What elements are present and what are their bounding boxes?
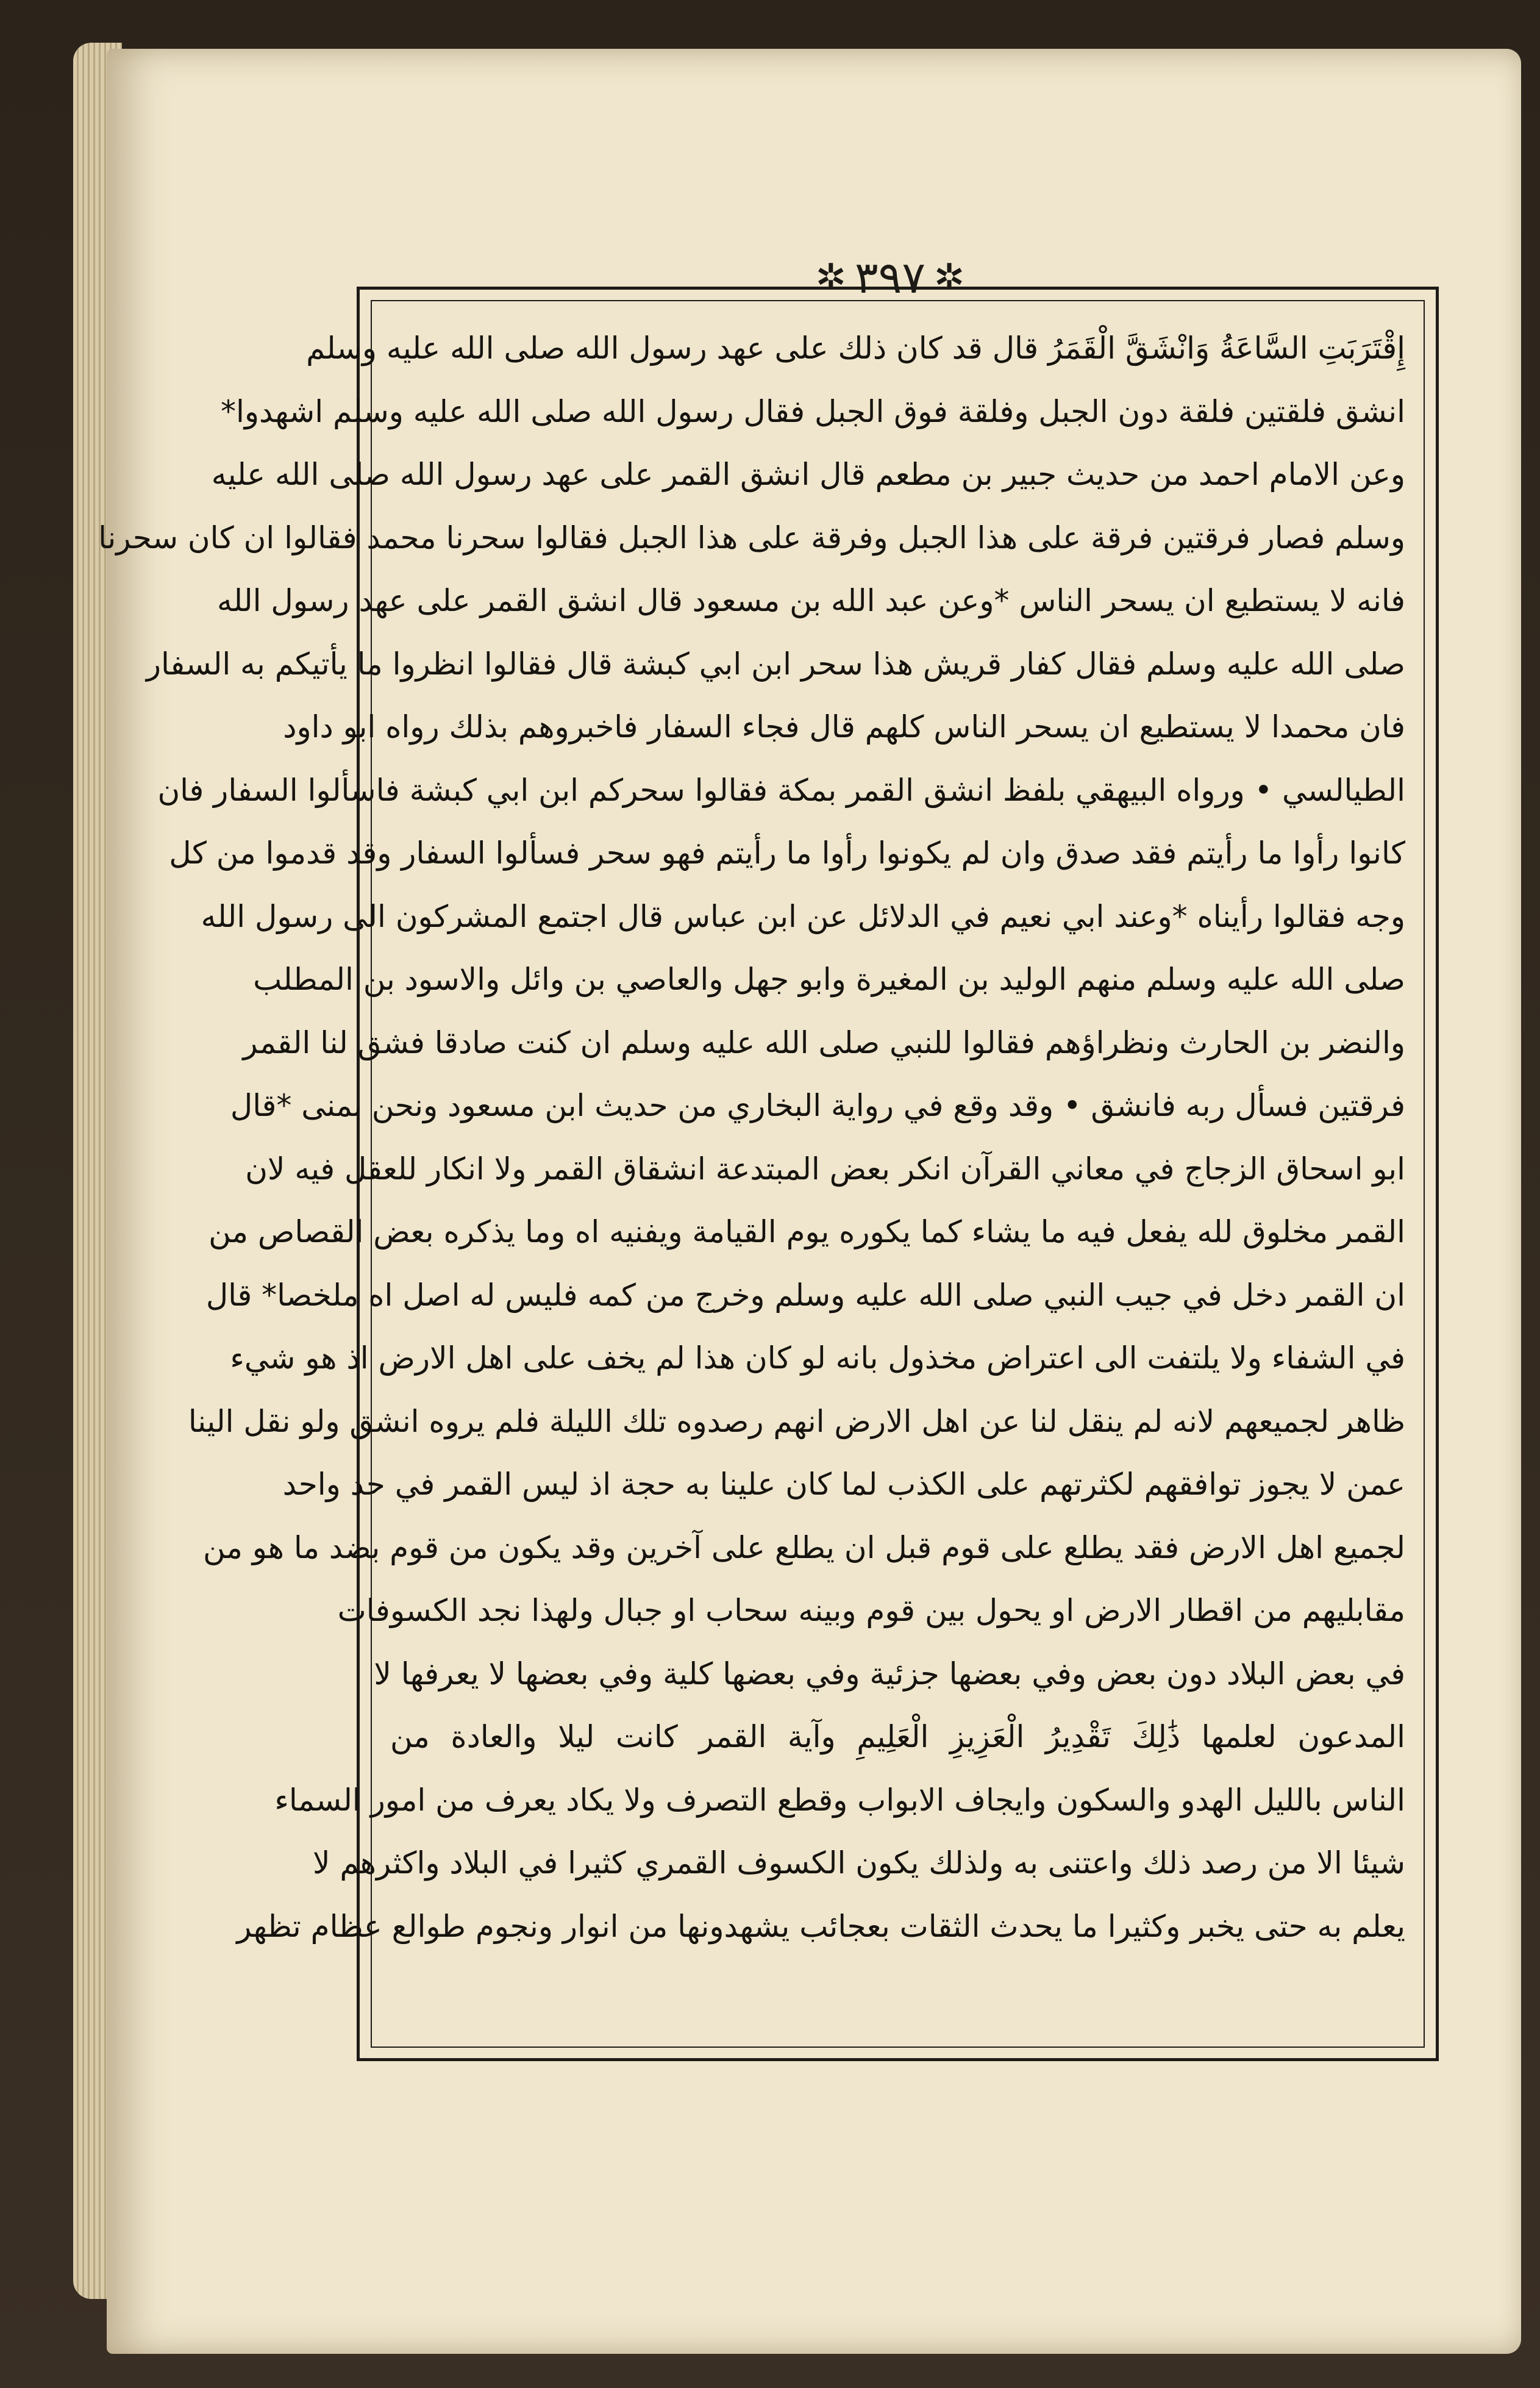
text-line: صلى الله عليه وسلم منهم الوليد بن المغيرة وابو جهل والعاصي بن وائل والاسود بن المطلب (253, 962, 1405, 997)
body-text (98, 317, 1405, 2037)
text-line: فرقتين فسأل ربه فانشق • وقد وقع في رواية البخاري من حديث ابن مسعود ونحن بمنى *قال (230, 1088, 1405, 1123)
text-line: الطيالسي • ورواه البيهقي بلفظ انشق القمر بمكة فقالوا سحركم ابن ابي كبشة فاسألوا السفار فان (157, 772, 1405, 808)
text-line: إِقْتَرَبَتِ السَّاعَةُ وَانْشَقَّ الْقَمَرُ قال قد كان ذلك على عهد رسول الله صلى الله عليه وسلم (306, 331, 1405, 366)
text-line: في الشفاء ولا يلتفت الى اعتراض مخذول بانه لو كان هذا لم يخف على اهل الارض اذ هو شيء (230, 1340, 1405, 1376)
text-line: يعلم به حتى يخبر وكثيرا ما يحدث الثقات بعجائب يشهدونها من انوار ونجوم طوالع عظام تظهر (237, 1908, 1405, 1944)
text-line: عمن لا يجوز توافقهم لكثرتهم على الكذب لما كان علينا به حجة اذ ليس القمر في حد واحد (282, 1467, 1405, 1502)
text-line: انشق فلقتين فلقة دون الجبل وفلقة فوق الجبل فقال رسول الله صلى الله عليه وسلم اشهدوا* (221, 393, 1405, 429)
text-line: وسلم فصار فرقتين فرقة على هذا الجبل وفرقة على هذا الجبل فقالوا سحرنا محمد فقالوا ان كان سحرنا (98, 520, 1405, 556)
text-line: والنضر بن الحارث ونظراؤهم فقالوا للنبي صلى الله عليه وسلم ان كنت صادقا فشق لنا القمر (243, 1024, 1405, 1060)
page-number: ٣٩٧ (855, 252, 926, 303)
text-line: صلى الله عليه وسلم فقال كفار قريش هذا سحر ابن ابي كبشة قال فقالوا انظروا ما يأتيكم به السفار (146, 646, 1405, 682)
text-line: فان محمدا لا يستطيع ان يسحر الناس كلهم قال فجاء السفار فاخبروهم بذلك رواه ابو داود (283, 709, 1405, 745)
text-line: شيئا الا من رصد ذلك واعتنى به ولذلك يكون الكسوف القمري كثيرا في البلاد واكثرهم لا (312, 1845, 1405, 1881)
text-line: القمر مخلوق لله يفعل فيه ما يشاء كما يكوره يوم القيامة ويفنيه اه وما يذكره بعض القصاص من (209, 1214, 1405, 1249)
ornament-icon: ✲ (934, 256, 965, 299)
text-line: المدعون لعلمها ذَٰلِكَ تَقْدِيرُ الْعَزِيزِ الْعَلِيمِ وآية القمر كانت ليلا والعادة من (390, 1719, 1405, 1754)
text-line: مقابليهم من اقطار الارض او يحول بين قوم وبينه سحاب او جبال ولهذا نجد الكسوفات (337, 1593, 1405, 1628)
text-line: في بعض البلاد دون بعض وفي بعضها جزئية وفي بعضها كلية وفي بعضها لا يعرفها لا (374, 1656, 1405, 1692)
ornament-icon: ✲ (815, 256, 846, 299)
text-line: وعن الامام احمد من حديث جبير بن مطعم قال انشق القمر على عهد رسول الله صلى الله عليه (211, 457, 1405, 492)
text-line: ظاهر لجميعهم لانه لم ينقل لنا عن اهل الارض انهم رصدوه تلك الليلة فلم يروه انشق ولو نقل الينا (188, 1403, 1405, 1439)
text-line: وجه فقالوا رأيناه *وعند ابي نعيم في الدلائل عن ابن عباس قال اجتمع المشركون الى رسول الله (201, 898, 1405, 934)
text-line: ابو اسحاق الزجاج في معاني القرآن انكر بعض المبتدعة انشقاق القمر ولا انكار للعقل فيه لان (245, 1151, 1405, 1187)
text-line: فانه لا يستطيع ان يسحر الناس *وعن عبد الله بن مسعود قال انشق القمر على عهد رسول الله (217, 583, 1405, 618)
text-line: الناس بالليل الهدو والسكون وايجاف الابواب وقطع التصرف ولا يكاد يعرف من امور السماء (274, 1782, 1405, 1818)
text-line: لجميع اهل الارض فقد يطلع على قوم قبل ان يطلع على آخرين وقد يكون من قوم بضد ما هو من (203, 1529, 1405, 1565)
text-line: كانوا رأوا ما رأيتم فقد صدق وان لم يكونوا رأوا ما رأيتم فهو سحر فسألوا السفار وقد قدموا من كل (169, 835, 1405, 871)
text-line: ان القمر دخل في جيب النبي صلى الله عليه وسلم وخرج من كمه فليس له اصل اه ملخصا* قال (205, 1277, 1405, 1313)
